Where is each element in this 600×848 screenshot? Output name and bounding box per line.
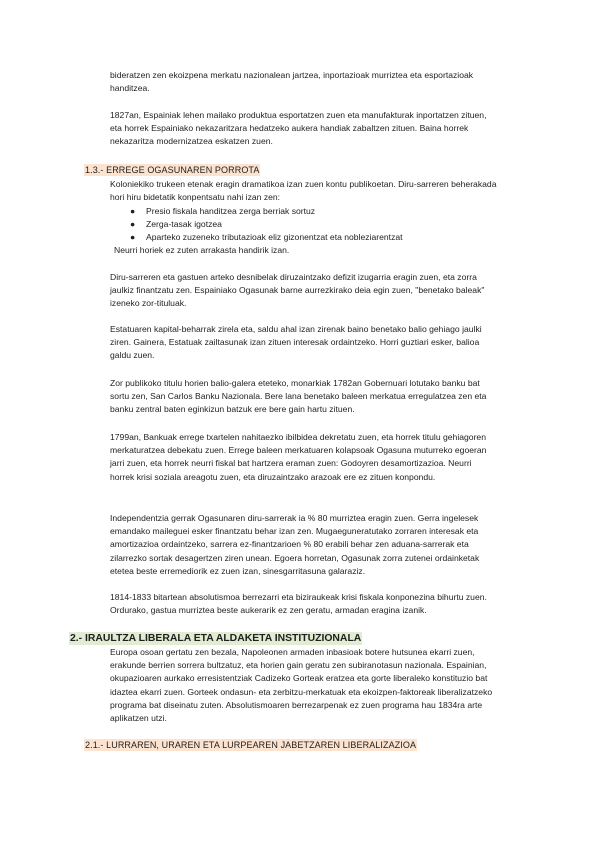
intro-paragraph-1: bideratzen zen ekoizpena merkatu nazionalean jartzea, inportazioak murriztea eta esportazioak handitzea. [110, 70, 474, 94]
after-list-text: Neurri horiek ez zuten arrakasta handirik izan. [114, 245, 290, 255]
section-2-paragraph-1: Europa osoan gertatu zen bezala, Napoleonen armaden inbasioak botere hutsunea ekarri zuen, erakunde berrien sorrera bultzatuz, eta horien gain geratu zen subiranotasun nazionala. Espainian, okupazioaren aurkako erresistentziak Cadizeko Gorteak eratzea eta gorte liberaleko konstituzio bat idaztea ekarri zuen. Gorteek ondasun- eta zerbitzu-merkatuak eta ekoizpen-faktoreak liberalizatzeko programa bat diseinatu zuten. Absolutismoaren berrezarpenak ez zuen programa hau 1834ra arte aplikatzen utzi. [110, 647, 493, 724]
section-1-3-paragraph-7: 1814-1833 bitartean absolutismoa berrezarri eta biziraukeak krisi fiskala konponezina bihurtu zuen. Ordurako, gastua murriztea beste aukerarik ez zen geratu, armadan eragina izanik. [110, 592, 487, 616]
section-1-3-paragraph-1: Koloniekiko trukeen etenak eragin dramatikoa izan zuen kontu publikoetan. Diru-sarreren beherakada hori hiru bidetatik konpentsatu nahi izan zen: [110, 179, 497, 203]
section-1-3-heading: 1.3.- ERREGE OGASUNAREN PORROTA [85, 165, 260, 175]
bullet-icon: ● [130, 219, 136, 229]
section-1-3-paragraph-3: Estatuaren kapital-beharrak zirela eta, saldu ahal izan zirenak baino benetako balio gehiago jaulki ziren. Gainera, Estatuak zailtasunak izan zituen interesak ordaintzeko. Horri guztiari esker, balioa galdu zuen. [110, 324, 482, 361]
section-1-3-paragraph-4: Zor publikoko titulu horien balio-galera eteteko, monarkiak 1782an Gobernuari lotutako banku bat sortu zen, San Carlos Banku Nazionala. Bere lana benetako baleen merkatua erregulatzea zen eta banku zentral baten eginkizun batzuk ere bere gain hartu zituen. [110, 378, 487, 415]
list-item: ● Presio fiskala handitzea zerga berriak sortuz [130, 206, 316, 216]
measures-list [110, 205, 490, 244]
list-item: ● Zerga-tasak igotzea [130, 219, 222, 229]
bullet-icon: ● [130, 206, 136, 216]
section-1-3-paragraph-6: Independentzia gerrak Ogasunaren diru-sarrerak ia % 80 murriztea eragin zuen. Gerra ingelesek emandako maileguei esker finantzatu behar izan zen. Mugaeguneratutako zorraren interesak eta amortizazioa ordaintzeko, sarrera ez-finantzarioen % 80 erabili behar zen aduana-sarrerak eta zilarrezko sortak desagertzen ziren unean. Egoera horretan, Ogasunak zorra zutenei ordainketak etetea beste erremediorik ez zuen izan, sinesgarritasuna galaraziz. [110, 513, 480, 576]
section-1-3-paragraph-2: Diru-sarreren eta gastuen arteko desnibelak diruzaintzako defizit izugarria eragin zuen, eta zorra jaulkiz finantzatu zen. Espainiako Ogasunak barne aurrezkirako deia egin zuen, "benetako baleak" izeneko zor-tituluak. [110, 272, 485, 309]
intro-paragraph-2: 1827an, Espainiak lehen mailako produktua esportatzen zuen eta manufakturak inportatzen zituen, eta horrek Espainiako nekazaritzara hedatzeko aukera handiak zabaltzen zituen. Baina horrek nekazaritza modernizatzea eskatzen zuen. [110, 110, 487, 147]
section-2-1-heading: 2.1.- LURRAREN, URAREN ETA LURPEAREN JABETZAREN LIBERALIZAZIOA [85, 740, 417, 750]
section-1-3-paragraph-5: 1799an, Bankuak errege txartelen nahitaezko ibilbidea dekretatu zuen, eta horrek titulu gehiagoren merkaturatzea debekatu zuen. Errege baleen merkatuaren kolapsoak Ogasuna muturreko egoeran jarri zuen, eta horrek neurri fiskal bat hartzera eraman zuen: Godoyren desamortizazioa. Neurri horrek krisi soziala areagotu zuen, eta diruzaintzako arazoak ere ez zituen konpondu. [110, 432, 487, 482]
bullet-icon: ● [130, 232, 136, 242]
section-2-heading: 2.- IRAULTZA LIBERALA ETA ALDAKETA INSTITUZIONALA [70, 633, 362, 644]
list-item: ● Aparteko zuzeneko tributazioak eliz gizonentzat eta nobleziarentzat [130, 232, 403, 242]
